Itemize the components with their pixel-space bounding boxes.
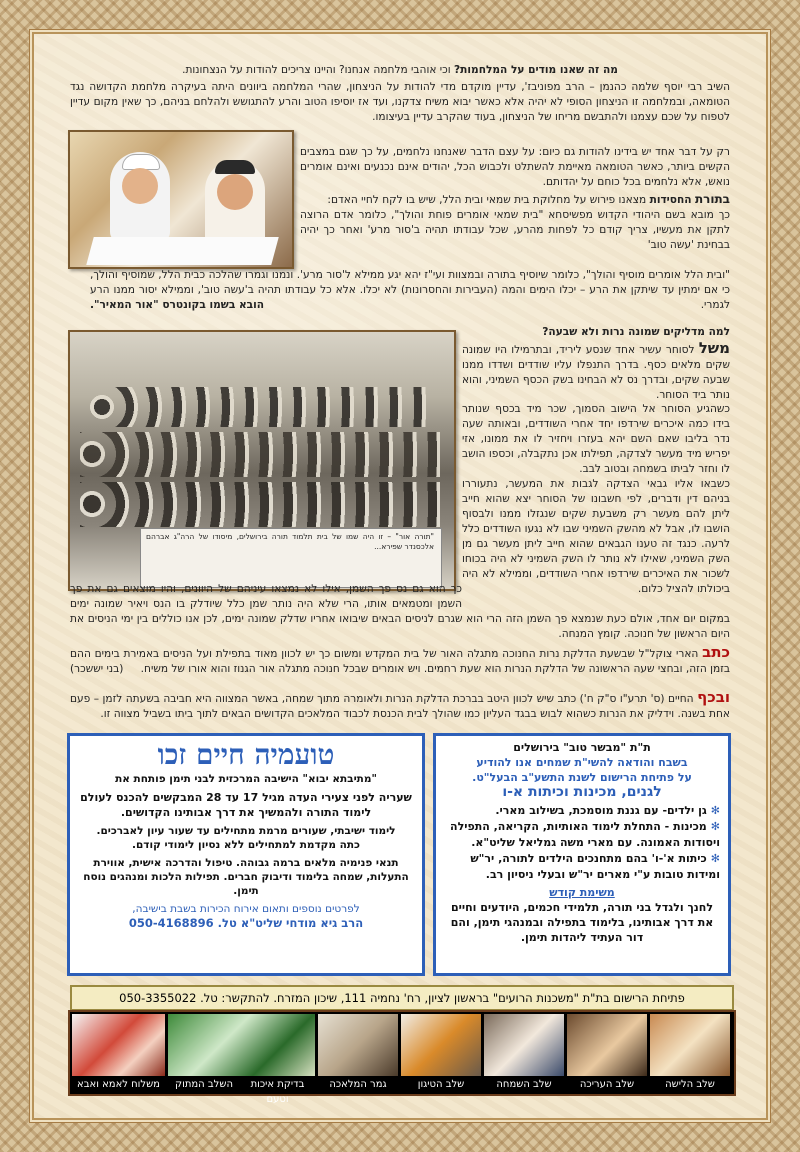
ad-right-item-2-text: מכינות - התחלת לימוד האותיות, הקריאה, התפילה ויסודות האמונה. עם מארי משה גמליאל שליט"א.	[450, 820, 720, 849]
ad-left-title: טועמיה חיים זכו	[157, 738, 335, 771]
chassidut-p3-text: "ובית הלל אומרים מוסיף והולך", כלומר שיוסיף בתורה ובמצוות ועי"ז יהא יגע ממילא ל'סור מרע'. ונמנו וגמרו שהלכה כבית הלל, שמוסיף והולך, כי אם ימתין עד שיתקן את הרע – יכלו הימים והמה (העבירות והחסרונות) לא יכלו. אלא כל עבודתו תהיה ב'עשה טוב', וממילא יסור ממנו הרע לגמרי.	[90, 269, 730, 311]
candles-paragraph-4	[70, 582, 730, 642]
ad-right-item-2	[444, 819, 720, 851]
intro-section	[70, 63, 730, 125]
registration-footer: פתיחת הרישום בת"ת "משכנות הרועים" בראשון לציון, רח' נחמיה 111, שיכון המזרח. להתקשר: טל. 050-3355022	[70, 985, 734, 1011]
historic-class-photo	[68, 330, 456, 591]
ad-right-line3: על פתיחת הרישום לשנת התשע"ב הבעל"ט.	[472, 771, 692, 784]
ad-right-item-1-text: גן ילדים- עם גננת מוסמכת, בשילוב מארי.	[495, 804, 707, 817]
asterisk-icon: ✻	[710, 804, 720, 817]
strip-photo-2	[567, 1014, 647, 1076]
ad-left-line5: תנאי פנימיה מלאים ברמה גבוהה. טיפול והדרכה אישית, אווירת התעלות, שמחה בלימוד ודיבוק חברים. תפילות הלכות ומנהגים נוסח תימן.	[83, 857, 409, 897]
strip-caption-7: השלב המתוק	[175, 1079, 233, 1090]
chassidut-paragraph-3	[90, 268, 730, 313]
ktav-text: הארי צוקל"ל שבשעת הדלקת נרות החנוכה מתגלה האור של בית המקדש ומשום כך יש לכוון מאוד בתפילת ועל הניסים באמירת בימים ההם בזמן הזה, ובחצי שעה הראשונה של הדלקת הנרות הוא שעת רחמים. ויש אומרים שבכל חנוכה מתגלה אור הגנוז והוא אורו של משיח.	[70, 648, 730, 675]
cooking-photo-strip	[68, 1010, 736, 1105]
ad-right-item-3-text: כיתות א'-ו' בהם מתחנכים הילדים לתורה, יר"ש ומידות טובות ע"י מארים יר"ש ובעלי ניסיון רב.	[470, 852, 720, 881]
strip-photo-6	[168, 1014, 315, 1076]
chassidut-intro: מצאנו פירוש על מחלוקת בית שמאי ובית הלל, שיש בו לקח לחיי האדם:	[327, 194, 647, 206]
ktav-section	[70, 645, 730, 677]
chassidut-section	[300, 192, 730, 253]
ad-left-line3: לימוד ישיבתי, שעורים מרמת מתחילים עד שעור עיון לאברכים.	[96, 825, 396, 837]
strip-caption-8: משלוח לאמא ואבא	[77, 1079, 160, 1090]
chassidut-source: הובא בשמו בקונטרס "אור המאיר".	[90, 299, 265, 311]
candles-p4-text: כך הוא גם נס פך השמן, אילו לא נמצאו עיניהם של היוונים, והיו מוצאים גם את פך השמן ומטמאים אותו, הרי שלא היה נותר שמן כלל שיודלק בו הנס ויאיר שמונה ימים במקום יום אחד, אולם כעת שנמצא פך השמן הזה הרי הוא שגרם לניסים הבאים שיבואו אחריו שדלק שמונה ימים, לכן אנו כוללים בין ימי הניסים את היום הראשון של חנוכה. קומץ המנחה.	[70, 583, 730, 640]
intro-heading-rest: וכי אוהבי מלחמה אנחנו? והיינו צריכים להודות על הנצחונות.	[182, 64, 455, 76]
strip-caption-5: גמר המלאכה	[329, 1079, 387, 1090]
ad-box-yeshiva	[67, 733, 425, 976]
ktav-lead: כתב	[702, 643, 730, 661]
ad-right-item-1	[444, 803, 720, 819]
strip-caption-6: בדיקת איכות וטעם	[250, 1079, 305, 1105]
ad-right-subhead: משימת קודש	[549, 886, 615, 899]
ad-box-mevaser-tov	[433, 733, 731, 976]
chassidut-lead: בתורת	[694, 192, 730, 206]
asterisk-icon: ✻	[710, 852, 720, 865]
strip-photo-3	[484, 1014, 564, 1076]
candles-mashal-paragraph	[462, 341, 730, 403]
ad-right-item-3	[444, 851, 720, 883]
candles-paragraph-3: כשבאו אליו גבאי הצדקה לגבות את המעשר, נתעוררו בניהם דין ודברים, לפי חשבונו של הסוחר יצא שהוא חייב ליתן להם מעשר רק משבעת שקים שנגזלו ממנו ולבסוף הושבו לו, אבל לא מהשק השמיני שבו לא נגעו השודדים כלל לרעה. כנגד זה טענו הגבאים שהוא חייב ליתן מעשר גם מן השק השמיני, שאילו לא נותר לו השק השמיני לא היה בכוחו לשכור את האיכרים שירדפו אחרי השודדים, וממילא לא היה ביכולתו להציל כלום.	[461, 478, 730, 595]
photo-crowd-row-2	[80, 432, 440, 477]
ubchen-section	[70, 690, 730, 722]
child-face-left	[122, 168, 158, 204]
strip-photo-4	[401, 1014, 481, 1076]
strip-photo-1	[650, 1014, 730, 1076]
ad-left-line6: לפרטים נוספים ותאום אירוח הכירות בשבת בישיבה,	[132, 903, 360, 915]
child-face-right	[217, 174, 253, 210]
intro-paragraph-2: רק על דבר אחד יש בידינו להודות גם כיום: על עצם הדבר שאנחנו נלחמים, על כך שגם במצבים הקשים ביותר, כאשר הטומאה מאיימת להשתלט ולכבוש הכל, יהודים אינם נכנעים ואינם אומרים נואש, אלא נלחמים בכל כוחם על יהדותם.	[300, 146, 730, 188]
mashal-lead: משל	[698, 339, 730, 357]
candles-p1: לסוחר עשיר אחד שנסע ליריד, ובתרמילו היו שמונה שקים מלאים כסף. בדרך התנפלו עליו שודדים ושדדו ממנו שבעה שקים, ובדרך נס לא הבחינו בשק הכסף השמיני, והוא נותר ביד הסוחר.	[462, 344, 730, 401]
notebook	[86, 237, 279, 265]
strip-photo-5	[318, 1014, 398, 1076]
ubchen-text: החיים (ס' תרע"ו ס"ק ח') כתב שיש לכוון היטב בברכת הדלקת הנרות ולאומרה מתוך שמחה, באשר המצווה היא חביבה בשעתה לזמן – פעם אחת בשנה. וידליק את הנרות כשהוא לבוש בבגד העליון כמו שהולך לבית הכנסת לכבוד המלאכים הקדושים הבאים לתוך ביתו בשביל מצווה זו.	[70, 693, 730, 720]
ad-right-line4: לגנים, מכינות וכיתות א-ו	[502, 784, 662, 800]
ad-left-line1: "מתיבתא יבוא" הישיבה המרכזית לבני תימן פותחת את	[115, 773, 377, 785]
kippah-right	[215, 160, 255, 174]
ad-right-line1: ת"ת "מבשר טוב" בירושלים	[513, 741, 651, 754]
strip-caption-1: שלב הלישה	[665, 1079, 715, 1090]
candles-paragraph-2: כשהגיע הסוחר אל הישוב הסמוך, שכר מיד בכסף שנותר בידו כמה איכרים שירדפו יחד אחרי השודדים, ובאותה שעה נדר בליבו שאם השם יהא בעזרו ויחזיר לו את ממונו, אזי יפריש מיד מעשר לצדקה, תפילתו אכן נתקבלה, וכספו הושב לו וחזר לביתו בשמחה ובטוב לבב.	[462, 403, 730, 475]
photo-crowd-row-3	[80, 482, 440, 527]
chassidut-lead2: החסידות	[649, 194, 692, 206]
ad-left-line4: כתה מקדמת למתחילים ללא נסיון לימודי קודם.	[132, 839, 360, 851]
strip-photo-7	[72, 1014, 165, 1076]
photo-crowd-row-1	[90, 387, 430, 427]
ad-right-mission: לחנך ולגדל בני תורה, תלמידי חכמים, היודעים וחיים את דרך אבותינו, בלימוד בתפילה ובמנהגי תימן, והם דור העתיד ליהדות תימן.	[450, 901, 714, 944]
ubchen-lead: ובכף	[697, 688, 730, 706]
intro-paragraph-1: השיב רבי יוסף שלמה כהנמן – הרב מפוניבז', עדיין מוקדם מדי להודות על הניצחון, שהרי המלחמה ביוונים היתה בעיקרה מלחמת הקדושה נגד הטומאה, ובמלחמה זו הניצחון הסופי לא יהיה אלא כאשר יבוא משיח צדקנו, ועד אז יוסיפו הטוב והרע להתגושש ולהלחם בניהם, כך שאין מקום עדיין לטפוח על שכם עצמנו ולהתבשם מריחו של הניצחון, בעוד שהקרב עדיין בעיצומו.	[70, 81, 730, 123]
strip-caption-4: שלב הטיגון	[417, 1079, 465, 1090]
ad-left-line2: שעריה לפני צעירי העדה מגיל 17 עד 28 המבקשים להכנס לעולם לימוד התורה ולהמשיך את דרך אבותינו הקדושים.	[80, 791, 412, 819]
intro-heading: מה זה שאנו מודים על המלחמות?	[454, 64, 618, 76]
ad-left-line7: הרב גיא מודחי שליט"א טל. 050-4168896	[128, 916, 364, 930]
ktav-source: (בני יששכר)	[70, 663, 124, 675]
photo-caption: "תורה אור" – זו היה שמו של בית תלמוד תורה בירושלים, מיסודו של הרה"ג אברהם אלכסנדר שפירא...	[146, 532, 434, 551]
strip-caption-2: שלב העריכה	[579, 1079, 635, 1090]
chassidut-paragraph-2: כך מובא בשם היהודי הקדוש מפשיסחא "בית שמאי אומרים פוחת והולך", כלומר אדם הרוצה לתקן את מעשיו, צריך קודם כל לפחות מהרע, שכל עבודתו תהיה ב'סור מרע' ואחר כך יהיה בבחינת 'עשה טוב'	[300, 209, 730, 251]
ad-right-line2: בשבח והודאה להשי"ת שמחים אנו להודיע	[476, 756, 688, 769]
children-studying-photo	[68, 130, 294, 269]
strip-caption-3: שלב השמחה	[496, 1079, 552, 1090]
candles-question: למה מדליקים שמונה נרות ולא שבעה?	[542, 326, 730, 338]
asterisk-icon: ✻	[710, 820, 720, 833]
